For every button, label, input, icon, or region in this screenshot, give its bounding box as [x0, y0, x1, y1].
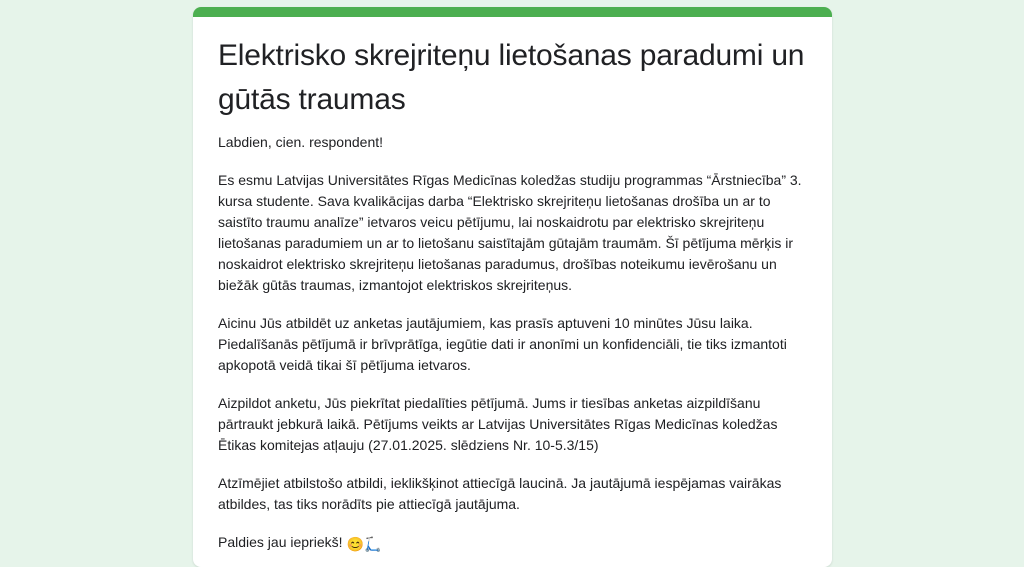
- instructions-paragraph: Atzīmējiet atbilstošo atbildi, ieklikšķinot attiecīgā laucinā. Ja jautājumā iespējamas vairākas atbildes, tas tiks norādīts pie attiecīgā jautājuma.: [218, 475, 782, 512]
- smile-scooter-emoji-icon: 😊🛴: [346, 536, 382, 552]
- form-title: Elektrisko skrejriteņu lietošanas paradumi un gūtās traumas: [218, 39, 805, 116]
- thanks-text: Paldies jau iepriekš!: [218, 534, 343, 550]
- intro-paragraph: Es esmu Latvijas Universitātes Rīgas Medicīnas koledžas studiju programmas “Ārstniecība” 3. kursa studente. Sava kvalikācijas darba “Elektrisko skrejriteņu lietošanas drošība un ar to saistīto traumu analīze” ietvaros veicu pētījumu, lai noskaidrotu par elektrisko skrejriteņu lietošanas paradumiem un ar to lietošanu saistītajām gūtajām traumām. Šī pētījuma mērķis ir noskaidrot elektrisko skrejriteņu lietošanas paradumus, drošības noteikumu ievērošanu un biežāk gūtās traumas, izmantojot elektriskos skrejriteņus.: [218, 172, 802, 293]
- form-header-card: [193, 7, 832, 567]
- consent-paragraph: Aizpildot anketu, Jūs piekrītat piedalīties pētījumā. Jums ir tiesības anketas aizpildīšanu pārtraukt jebkurā laikā. Pētījums veikts ar Latvijas Universitātes Rīgas Medicīnas koledžas Ētikas komitejas atļauju (27.01.2025. slēdziens Nr. 10-5.3/15): [218, 395, 778, 453]
- invitation-paragraph: Aicinu Jūs atbildēt uz anketas jautājumiem, kas prasīs aptuveni 10 minūtes Jūsu laika. Piedalīšanās pētījumā ir brīvprātīga, iegūtie dati ir anonīmi un konfidenciāli, tie tiks izmantoti apkopotā veidā tikai šī pētījuma ietvaros.: [218, 315, 787, 373]
- thanks-paragraph: [218, 532, 810, 555]
- form-description: [218, 132, 810, 567]
- theme-accent-bar: [193, 7, 832, 17]
- greeting-text: Labdien, cien. respondent!: [218, 134, 384, 150]
